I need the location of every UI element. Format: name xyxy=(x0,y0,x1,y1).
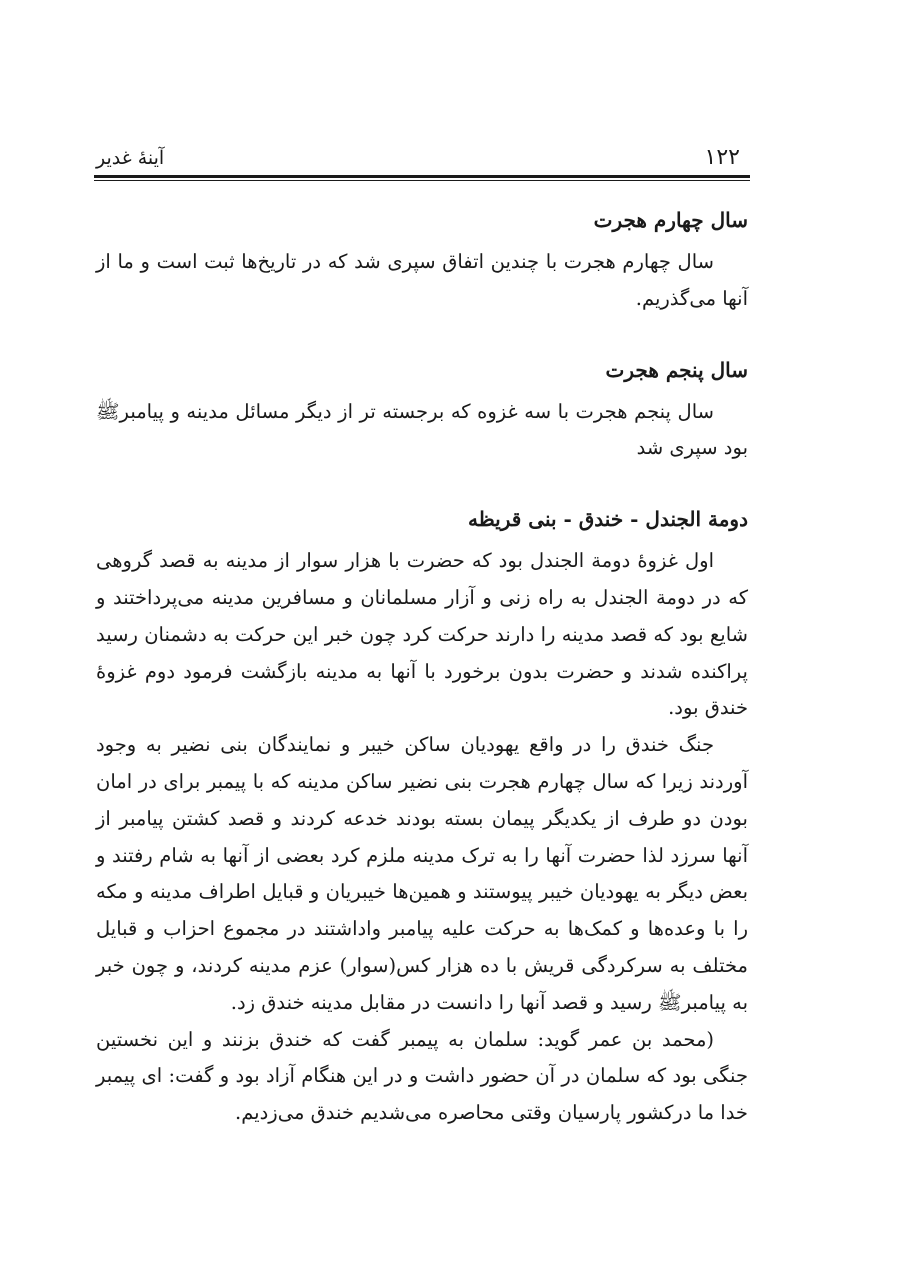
section-heading: سال پنجم هجرت xyxy=(605,357,748,382)
paragraph: سال چهارم هجرت با چندین اتفاق سپری شد که در تاریخ‌ها ثبت است و ما از آنها می‌گذریم. xyxy=(96,250,748,310)
paragraph: اول غزوهٔ دومة الجندل بود که حضرت با هزار سوار از مدینه به قصد گروهی که در دومة الجندل به راه زنی و آزار مسلمانان و مسافرین مدینه می‌پرداختند و شایع بود که قصد مدینه را دارند حرکت کرد چون خبر این حرکت به دشمنان رسید پراکنده شدند و حضرت بدون برخورد با آنها به مدینه بازگشت فرمود دوم غزوهٔ خندق بود. xyxy=(96,549,748,720)
section-heading: سال چهارم هجرت xyxy=(593,208,748,232)
paragraph: (محمد بن عمر گوید: سلمان به پیمبر گفت که خندق بزنند و این نخستین جنگی بود که سلمان در آن حضور داشت و در این هنگام آزاد بود و گفت: ای پیمبر خدا ما درکشور پارسیان وقتی محاصره می‌شدیم خندق می‌زدیم. xyxy=(96,1027,748,1125)
paragraph: جنگ خندق را در واقع یهودیان ساکن خیبر و نمایندگان بنی نضیر به وجود آوردند زیرا که سال چهارم هجرت بنی نضیر ساکن مدینه که با پیمبر برای در امان بودن دو طرف از یکدیگر پیمان بسته بودند خدعه کردند و قصد کشتن پیامبر از آنها سرزد لذا حضرت آنها را به ترک مدینه ملزم کرد بعضی از آنها به شام رفتند و بعض دیگر به یهودیان خیبر پیوستند و همین‌ها خیبریان و قبایل اطراف مدینه و مکه را با وعده‌ها و کمک‌ها به حرکت علیه پیامبر واداشتند در مجموع احزاب و قبایل مختلف به سرکردگی قریش با ده هزار کس(سوار) عزم مدینه کردند، و چون خبر به پیامبرﷺ رسید و قصد آنها را دانست در مقابل مدینه خندق زد. xyxy=(96,733,748,1014)
header-rule-thick xyxy=(94,175,750,178)
page-body xyxy=(96,202,748,1132)
paragraph: سال پنجم هجرت با سه غزوه که برجسته تر از دیگر مسائل مدینه و پیامبرﷺ بود سپری شد xyxy=(96,399,748,460)
header-rule-thin xyxy=(94,180,750,181)
page-number: ۱۲۲ xyxy=(704,145,740,170)
section-heading: دومة الجندل - خندق - بنی قریظه xyxy=(468,507,748,532)
running-header-title: آینهٔ غدیر xyxy=(96,147,165,169)
